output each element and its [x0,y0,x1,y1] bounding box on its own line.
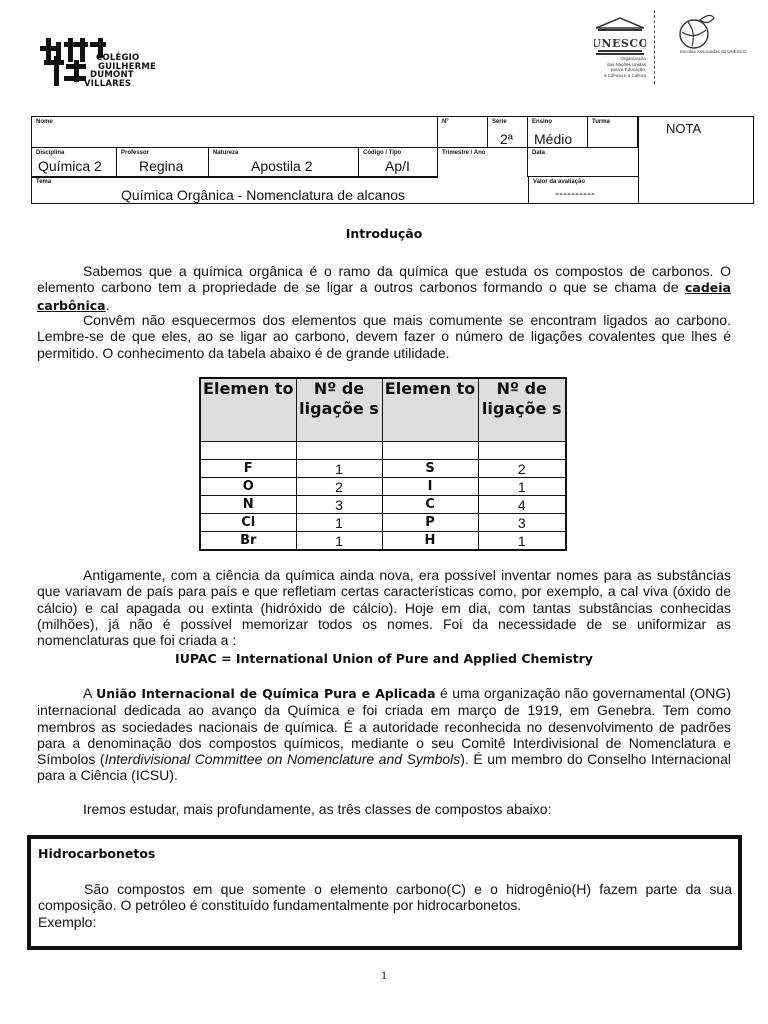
table-row [200,496,566,514]
hidrocarbonetos-title: Hidrocarbonetos [38,846,156,861]
serie-value: 2ª [500,131,513,147]
bond-count: 1 [296,532,382,551]
element-symbol: N [200,496,296,514]
tema-label: Tema [36,179,52,185]
element-symbol: I [382,478,478,496]
numero-cell [438,117,488,148]
p3-text: Antigamente, com a ciência da química ainda nova, era possível inventar nomes para as substâncias que variavam de país para país e que refletiam certas características como, por exemplo, a cal viva (óxido de cálcio) e cal apagada ou extinta (hidróxido de cálcio). Hoje em dia, com tantas substâncias conhecidas (milhões), já não é possível memorizar todos os nomes. Foi da necessidade de se uniformizar as nomenclaturas que foi criada a : [37,567,731,649]
school-name: COLÉGIO GUILHERME DUMONT VILLARES [84,53,156,89]
header-elemento-2: Elemen to [382,378,478,442]
nome-label: Nome [36,119,53,125]
numero-label: Nº [442,119,449,125]
paragraph-classes [37,801,731,817]
p1-text: Sabemos que a química orgânica é o ramo da química que estuda os compostos de carbonos. O elemento carbono tem a propriedade de se ligar a outros carbonos formando o que se chama de [37,263,731,296]
element-symbol: Br [200,532,296,551]
turma-label: Turma [592,119,610,125]
section-title: Introdução [345,226,423,241]
disciplina-label: Disciplina [36,150,65,156]
svg-text:UNESCO: UNESCO [594,37,646,50]
iupac-full-name: União Internacional de Química Pura e Aplicada [96,686,436,701]
natureza-value: Apostila 2 [251,158,313,174]
valor-cell [528,177,638,204]
natureza-label: Natureza [213,150,239,156]
bond-count: 2 [478,460,566,478]
table-spacer-row [200,442,566,460]
p1-end: . [105,296,110,313]
p4-start: A [83,685,97,701]
element-symbol: Cl [200,514,296,532]
valor-label: Valor da avaliação [533,179,586,185]
bond-count: 1 [296,514,382,532]
disciplina-value: Química 2 [38,158,102,174]
element-symbol: S [382,460,478,478]
ensino-label: Ensino [532,119,553,125]
p4-end: ). É um membro do Conselho Internacional para a Ciência (ICSU). [37,751,731,784]
serie-label: Série [492,119,507,125]
data-label: Data [532,150,546,156]
unesco-logo [594,16,646,61]
ensino-cell [528,117,588,148]
table-header-row [200,378,566,442]
iupac-heading: IUPAC = International Union of Pure and Applied Chemistry [175,651,593,666]
tema-value: Química Orgânica - Nomenclatura de alcanos [121,187,406,203]
bond-count: 4 [478,496,566,514]
table-row [200,478,566,496]
codigo-label: Código / Tipo [363,150,402,156]
element-symbol: C [382,496,478,514]
header-divider [654,10,656,84]
trimestre-label: Trimestre / Ano [442,150,486,156]
bond-count: 3 [478,514,566,532]
bond-count: 3 [296,496,382,514]
ensino-value: Médio [534,131,573,147]
paragraph-history [37,567,731,648]
paragraph-elements [37,312,731,361]
committee-name-en: Interdivisional Committee on Nomenclature and Symbols [104,751,461,768]
p4-text: é uma organização não governamental (ONG) internacional dedicada ao avanço da Química e foi criada em março de 1919, em Genebra. Tem como membros as sociedades nacionais de química. É a autoridade reconhecida no desenvolvimento de padrões para a denominação dos compostos químicos, mediante o seu Comitê Interdivisional de Nomenclatura e Símbolos ( [37,685,731,768]
element-symbol: P [382,514,478,532]
page-number: 1 [381,968,387,982]
professor-label: Professor [121,150,150,156]
table-row [200,514,566,532]
professor-cell [117,148,209,177]
element-symbol: H [382,532,478,551]
hidrocarbonetos-definition: São compostos em que somente o elemento carbono(C) e o hidrogênio(H) fazem parte da sua composição. O petróleo é constituído fundamentalmente por hidrocarbonetos. [38,881,732,914]
hidrocarbonetos-box [27,835,742,950]
trimestre-cell [438,148,528,177]
student-info-form [31,116,754,204]
unesco-caption: Organização das Nações Unidas para a Educação, a Ciência e a Cultura [603,56,646,78]
header-ligacoes-2: Nº de ligaçõe s [478,378,566,442]
table-row [200,532,566,551]
exemplo-label: Exemplo: [38,913,97,930]
header-ligacoes-1: Nº de ligaçõe s [296,378,382,442]
paragraph-iupac [37,685,731,784]
bond-count: 2 [296,478,382,496]
professor-value: Regina [139,158,184,174]
p2-text: Convêm não esquecermos dos elementos que mais comumente se encontram ligados ao carbono. Lembre-se de que eles, ao se ligar ao carbono, devem fazer o número de ligações covalentes que lhes é permitido. O conhecimento da tabela abaixo é de grande utilidade. [37,312,731,361]
valor-value: ---------- [555,186,595,200]
p5-text: Iremos estudar, mais profundamente, as três classes de compostos abaixo: [83,801,552,817]
bond-count: 1 [296,460,382,478]
serie-cell [488,117,528,148]
table-row [200,460,566,478]
codigo-cell [359,148,438,177]
disciplina-cell [32,148,117,177]
bond-count: 1 [478,478,566,496]
element-symbol: F [200,460,296,478]
hidrocarbonetos-text [38,881,732,930]
nome-cell [32,117,438,148]
codigo-value: Ap/I [385,158,410,174]
nota-label: NOTA [666,121,702,136]
turma-cell [588,117,638,148]
bond-count: 1 [478,532,566,551]
nota-cell [638,117,754,204]
cadeia-carbonica-term: cadeia carbônica [37,280,731,313]
elements-table [199,377,567,551]
tema-cell [32,177,528,204]
paragraph-intro [37,263,731,314]
natureza-cell [209,148,359,177]
pea-caption: Escolas Associadas da UNESCO [680,49,747,54]
data-cell [528,148,638,177]
header-elemento-1: Elemen to [200,378,296,442]
element-symbol: O [200,478,296,496]
